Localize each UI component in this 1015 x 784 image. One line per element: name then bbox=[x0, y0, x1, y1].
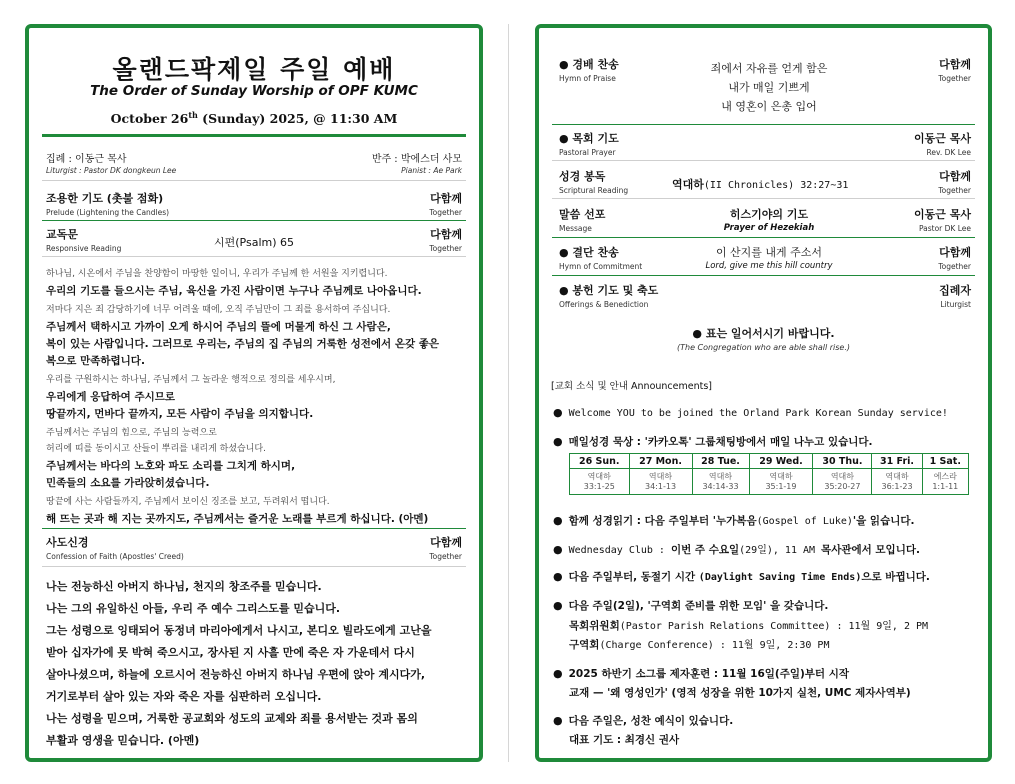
verse-leader: 우리를 구원하시는 하나님, 주님께서 그 놀라운 행적으로 정의를 세우시며, bbox=[46, 375, 336, 385]
announcement-charge-meeting: ● 다음 주일(2일), '구역회 준비를 위한 모임' 을 갖습니다. bbox=[553, 599, 829, 612]
announcement-wednesday-club: ● Wednesday Club : 이번 주 수요일(29일), 11 AM 목사관에서 모입니다. bbox=[553, 543, 920, 556]
scripture-english: Scriptural Reading bbox=[559, 186, 629, 195]
divider bbox=[42, 256, 466, 257]
service-and-announcements-panel bbox=[535, 24, 992, 762]
creed-label: 사도신경 bbox=[46, 536, 89, 549]
divider bbox=[552, 237, 975, 238]
responsive-reading-label: 교독문 bbox=[46, 228, 78, 241]
message-who: 이동근 목사 bbox=[914, 208, 971, 221]
hymn-praise-who: 다함께 bbox=[939, 58, 971, 71]
verse-congregation: 주님께서는 바다의 노호와 파도 소리를 그치게 하시며, bbox=[46, 460, 296, 472]
offering-who-english: Liturgist bbox=[940, 300, 971, 309]
title-korean: 올랜드팍제일 주일 예배 bbox=[112, 55, 396, 84]
representative-prayer: 대표 기도 : 최경신 권사 bbox=[569, 734, 680, 746]
verse-congregation: 주님께서 택하시고 가까이 오게 하시어 주님의 뜰에 머물게 하신 그 사람은, bbox=[46, 321, 391, 333]
announcement-communion: ● 다음 주일은, 성찬 예식이 있습니다. bbox=[553, 714, 734, 727]
scripture-label: 성경 봉독 bbox=[559, 170, 606, 183]
divider bbox=[552, 198, 975, 199]
creed-line: 나는 전능하신 아버지 하나님, 천지의 창조주를 믿습니다. bbox=[46, 580, 322, 593]
pianist-korean: 반주 : 박에스더 사모 bbox=[371, 154, 462, 165]
pastoral-prayer-english: Pastoral Prayer bbox=[559, 148, 616, 157]
pastoral-prayer-label: ● 목회 기도 bbox=[559, 132, 619, 145]
scripture-reference: 역대하(II Chronicles) 32:27~31 bbox=[672, 178, 849, 191]
bullet-icon: ● bbox=[553, 514, 563, 527]
order-of-worship-panel bbox=[25, 24, 483, 762]
service-date: October 26th (Sunday) 2025, @ 11:30 AM bbox=[110, 110, 398, 127]
responsive-reading-who-english: Together bbox=[429, 244, 462, 253]
reading-passage: 역대하 36:1-23 bbox=[872, 469, 922, 495]
daily-reading-table bbox=[569, 453, 969, 495]
verse-leader: 허리에 띠를 동이시고 산들이 뿌리를 내리게 하셨습니다. bbox=[46, 444, 266, 454]
bullet-icon: ● bbox=[553, 599, 563, 612]
sermon-title: 히스기야의 기도 bbox=[729, 208, 809, 221]
sermon-title-english: Prayer of Hezekiah bbox=[723, 223, 815, 233]
message-english: Message bbox=[559, 224, 592, 233]
psalm-reference: 시편(Psalm) 65 bbox=[214, 236, 295, 249]
message-label: 말씀 선포 bbox=[559, 208, 606, 221]
verse-congregation: 해 뜨는 곳과 해 지는 곳까지도, 주님께서는 즐거운 노래를 부르게 하십니다. (아멘) bbox=[46, 513, 429, 525]
hymn-praise-label: ● 경배 찬송 bbox=[559, 58, 619, 71]
bullet-icon: ● bbox=[553, 714, 563, 727]
reading-passage: 역대하 35:1-19 bbox=[749, 469, 813, 495]
offering-who: 집례자 bbox=[939, 284, 971, 297]
announcements-header: [교회 소식 및 안내 Announcements] bbox=[551, 381, 712, 392]
announcement-welcome: ● Welcome YOU to be joined the Orland Park Korean Sunday service! bbox=[553, 406, 948, 419]
liturgist-english: Liturgist : Pastor DK dongkeun Lee bbox=[46, 166, 177, 175]
reading-days-row bbox=[570, 454, 969, 469]
verse-congregation: 우리의 기도를 들으시는 주님, 육신을 가진 사람이면 누구나 주님께로 나아옵니다. bbox=[46, 285, 422, 297]
creed-who: 다함께 bbox=[430, 536, 462, 549]
reading-passage: 에스라 1:1-11 bbox=[922, 469, 968, 495]
reading-day: 27 Mon. bbox=[629, 454, 692, 469]
hymn-praise-who-english: Together bbox=[938, 74, 971, 83]
verse-congregation: 복이 있는 사람입니다. 그러므로 우리는, 주님의 집 주님의 거룩한 성전에서 온갖 좋은 bbox=[46, 338, 440, 350]
stand-notice-english: (The Congregation who are able shall rise.) bbox=[677, 343, 850, 352]
hymn-commitment-label: ● 결단 찬송 bbox=[559, 246, 619, 259]
announcement-time-change: ● 다음 주일부터, 동절기 시간 (Daylight Saving Time Ends)으로 바뀝니다. bbox=[553, 570, 930, 583]
responsive-reading-who: 다함께 bbox=[430, 228, 462, 241]
announcement-small-group: ● 2025 하반기 소그룹 제자훈련 : 11월 16일(주일)부터 시작 bbox=[553, 667, 850, 680]
hymn-praise-lyric: 내 영혼이 은총 입어 bbox=[721, 100, 817, 113]
hymn-commitment-title-english: Lord, give me this hill country bbox=[705, 261, 833, 271]
scripture-who-english: Together bbox=[938, 186, 971, 195]
pastoral-prayer-who: 이동근 목사 bbox=[914, 132, 971, 145]
bullet-icon: ● bbox=[553, 435, 563, 448]
reading-day: 29 Wed. bbox=[749, 454, 813, 469]
reading-passage: 역대하 33:1-25 bbox=[570, 469, 630, 495]
reading-passage: 역대하 34:14-33 bbox=[692, 469, 749, 495]
verse-congregation: 우리에게 응답하여 주시므로 bbox=[46, 391, 176, 403]
creed-line: 나는 성령을 믿으며, 거룩한 공교회와 성도의 교제와 죄를 용서받는 것과 몸의 bbox=[46, 712, 418, 725]
creed-line: 부활과 영생을 믿습니다. (아멘) bbox=[46, 734, 200, 747]
creed-line: 그는 성령으로 잉태되어 동정녀 마리아에게서 나시고, 본디오 빌라도에게 고난을 bbox=[46, 624, 432, 637]
bullet-icon: ● bbox=[553, 406, 563, 419]
bullet-icon: ● bbox=[553, 543, 563, 556]
verse-congregation: 민족들의 소요를 가라앉히셨습니다. bbox=[46, 477, 210, 489]
offering-label: ● 봉헌 기도 및 축도 bbox=[559, 284, 659, 297]
title-english: The Order of Sunday Worship of OPF KUMC bbox=[90, 83, 418, 99]
verse-congregation: 땅끝까지, 먼바다 끝까지, 모든 사람이 주님을 의지합니다. bbox=[46, 408, 314, 420]
reading-day: 26 Sun. bbox=[570, 454, 630, 469]
divider bbox=[42, 528, 466, 529]
prelude-english: Prelude (Lightening the Candles) bbox=[46, 208, 170, 217]
announcement-bible-reading: ● 함께 성경읽기 : 다음 주일부터 '누가복음(Gospel of Luke)'을 읽습니다. bbox=[553, 514, 915, 527]
hymn-commitment-english: Hymn of Commitment bbox=[559, 262, 643, 271]
verse-leader: 주님께서는 주님의 힘으로, 주님의 능력으로 bbox=[46, 428, 217, 438]
pastoral-prayer-who-english: Rev. DK Lee bbox=[926, 148, 971, 157]
responsive-reading-english: Responsive Reading bbox=[46, 244, 122, 253]
header-divider bbox=[42, 134, 466, 137]
prelude-label: 조용한 기도 (촛불 점화) bbox=[46, 192, 164, 205]
reading-passages-row bbox=[570, 469, 969, 495]
message-who-english: Pastor DK Lee bbox=[918, 224, 971, 233]
creed-line: 거기로부터 살아 있는 자와 죽은 자를 심판하러 오십니다. bbox=[46, 690, 322, 703]
bullet-icon: ● bbox=[553, 667, 563, 680]
prelude-who-english: Together bbox=[429, 208, 462, 217]
announcement-daily-bible: ● 매일성경 묵상 : '카카오톡' 그룹채팅방에서 매일 나누고 있습니다. bbox=[553, 435, 873, 448]
prelude-who: 다함께 bbox=[430, 192, 462, 205]
bullet-icon: ● bbox=[553, 570, 563, 583]
hymn-praise-lyric: 내가 매일 기쁘게 bbox=[728, 81, 810, 94]
small-group-textbook: 교재 — '왜 영성인가' (영적 성장을 위한 10가지 실천, UMC 제자사역부) bbox=[569, 687, 911, 699]
verse-leader: 땅끝에 사는 사람들까지, 주님께서 보이신 징조를 보고, 두려워서 떱니다. bbox=[46, 497, 330, 507]
hymn-commitment-who-english: Together bbox=[938, 262, 971, 271]
verse-leader: 저마다 지은 죄 감당하기에 너무 어려울 때에, 오직 주님만이 그 죄를 용서하여 주십니다. bbox=[46, 305, 391, 315]
stand-notice: ● 표는 일어서시기 바랍니다. bbox=[692, 327, 835, 340]
divider bbox=[552, 275, 975, 276]
hymn-praise-english: Hymn of Praise bbox=[559, 74, 616, 83]
hymn-commitment-who: 다함께 bbox=[939, 246, 971, 259]
divider bbox=[42, 180, 466, 181]
divider bbox=[42, 220, 466, 221]
reading-day: 28 Tue. bbox=[692, 454, 749, 469]
hymn-praise-lyric: 죄에서 자유를 얻게 함은 bbox=[710, 62, 828, 75]
page-fold-divider bbox=[508, 24, 509, 762]
creed-english: Confession of Faith (Apostles' Creed) bbox=[46, 552, 184, 561]
creed-line: 받아 십자가에 못 박혀 죽으시고, 장사된 지 사흘 만에 죽은 자 가운데서 다시 bbox=[46, 646, 415, 659]
liturgist-korean: 집례 : 이동근 목사 bbox=[46, 154, 127, 165]
creed-line: 나는 그의 유일하신 아들, 우리 주 예수 그리스도를 믿습니다. bbox=[46, 602, 341, 615]
hymn-commitment-title: 이 산지를 내게 주소서 bbox=[715, 246, 823, 259]
charge-conference-line: 구역회(Charge Conference) : 11월 9일, 2:30 PM bbox=[569, 639, 830, 651]
reading-day: 30 Thu. bbox=[813, 454, 872, 469]
reading-day: 31 Fri. bbox=[872, 454, 922, 469]
offering-english: Offerings & Benediction bbox=[559, 300, 649, 309]
creed-who-english: Together bbox=[429, 552, 462, 561]
reading-day: 1 Sat. bbox=[922, 454, 968, 469]
divider bbox=[42, 566, 466, 567]
reading-passage: 역대하 34:1-13 bbox=[629, 469, 692, 495]
ppr-committee-line: 목회위원회(Pastor Parish Relations Committee) : 11월 9일, 2 PM bbox=[569, 620, 929, 632]
creed-line: 살아나셨으며, 하늘에 오르시어 전능하신 아버지 하나님 우편에 앉아 계시다가, bbox=[46, 668, 426, 681]
pianist-english: Pianist : Ae Park bbox=[401, 166, 462, 175]
scripture-who: 다함께 bbox=[939, 170, 971, 183]
divider bbox=[552, 124, 975, 125]
reading-passage: 역대하 35:20-27 bbox=[813, 469, 872, 495]
verse-leader: 하나님, 시온에서 주님을 찬양함이 마땅한 일이니, 우리가 주님께 한 서원을 지키렵니다. bbox=[46, 269, 388, 279]
divider bbox=[552, 160, 975, 161]
verse-congregation: 복으로 만족하렵니다. bbox=[46, 355, 145, 367]
